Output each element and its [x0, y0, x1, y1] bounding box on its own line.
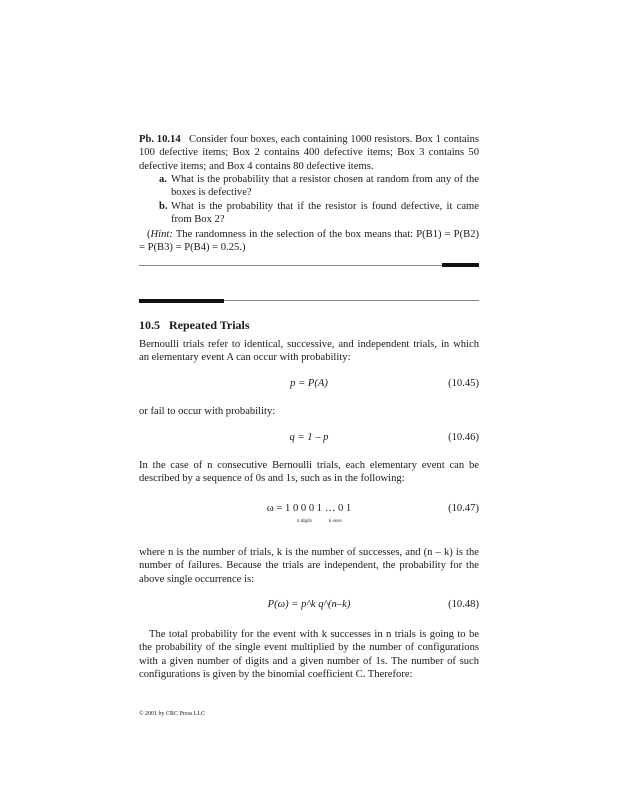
copyright-footer: © 2001 by CRC Press LLC — [139, 711, 206, 717]
equation-expr: p = P(A) — [290, 378, 328, 389]
paragraph-5: The total probability for the event with k successes in n trials is going to be the probability of the single event multiplied by the number of configurations with a given number of digits and a given number of 1s. The number of such configurations is given by the binomial coefficient C. Therefore: — [139, 629, 479, 681]
divider-top — [139, 265, 479, 266]
problem-hint: (Hint: The randomness in the selection of the box means that: P(B1) = P(B2) = P(B3) = P(B4) = 0.25.) — [139, 229, 479, 254]
underbrace-k-ones: k ones — [329, 519, 342, 524]
divider-top-accent — [442, 263, 479, 267]
equation-number: (10.48) — [448, 599, 479, 610]
problem-item-a — [159, 173, 479, 200]
equation-expr: P(ω) = p^k q^(n–k) — [267, 599, 351, 610]
problem-intro — [139, 133, 479, 173]
problem-item-b — [159, 200, 479, 227]
paragraph-1: Bernoulli trials refer to identical, successive, and independent trials, in which an elementary event A can occur with probability: — [139, 339, 479, 364]
problem-intro-text: Consider four boxes, each containing 1000 resistors. Box 1 contains 100 defective items; Box 2 contains 400 defective items; Box 3 contains 50 defective items; and Box 4 contains 80 defective items. — [139, 134, 479, 172]
paragraph-4: where n is the number of trials, k is the number of successes, and (n – k) is the number of failures. Because the trials are independent, the probability for the above single occurrence is: — [139, 547, 479, 585]
section-heading — [139, 318, 479, 333]
equation-expr: ω = 1 0 0 0 1 … 0 1 — [266, 503, 352, 514]
hint-text: The randomness in the selection of the box means that: P(B1) = P(B2) = P(B3) = P(B4) = 0.25. — [139, 229, 479, 254]
underbrace-n-digits: n digits — [297, 519, 312, 524]
item-label: a. — [159, 174, 167, 185]
item-text: What is the probability that if the resistor is found defective, it came from Box 2? — [171, 201, 479, 226]
equation-expr: q = 1 – p — [289, 432, 329, 443]
equation-number: (10.46) — [448, 432, 479, 443]
hint-label: Hint: — [150, 229, 173, 240]
problem-label: Pb. 10.14 — [139, 134, 181, 145]
section-title: Repeated Trials — [169, 318, 250, 332]
paragraph-3: In the case of n consecutive Bernoulli trials, each elementary event can be described by a sequence of 0s and 1s, such as in the following: — [139, 460, 479, 485]
item-text: What is the probability that a resistor chosen at random from any of the boxes is defective? — [171, 174, 479, 199]
item-label: b. — [159, 201, 168, 212]
paragraph-2: or fail to occur with probability: — [139, 406, 276, 417]
equation-number: (10.47) — [448, 503, 479, 514]
divider-section-accent — [139, 299, 224, 303]
equation-number: (10.45) — [448, 378, 479, 389]
section-number: 10.5 — [139, 318, 160, 332]
